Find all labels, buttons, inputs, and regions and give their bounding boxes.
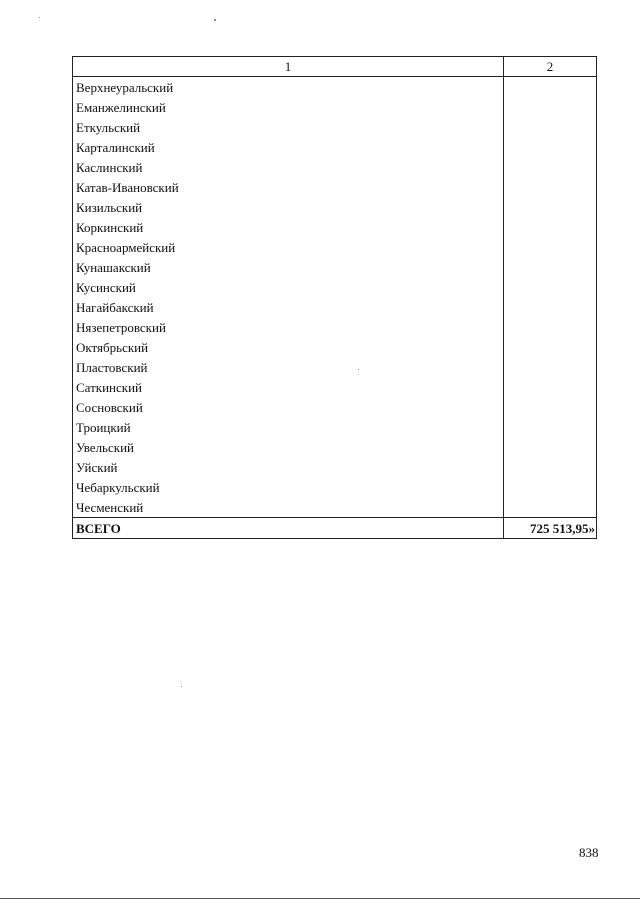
district-name: Троицкий [73, 417, 504, 437]
column-header: 2 [504, 57, 597, 77]
district-value [504, 277, 597, 297]
table-row [73, 297, 597, 317]
total-label: ВСЕГО [73, 518, 504, 539]
table-row [73, 197, 597, 217]
district-value [504, 237, 597, 257]
district-value [504, 477, 597, 497]
district-name: Нагайбакский [73, 297, 504, 317]
table-row [73, 137, 597, 157]
table-row [73, 117, 597, 137]
district-name: Верхнеуральский [73, 77, 504, 98]
district-value [504, 457, 597, 477]
district-name: Еманжелинский [73, 97, 504, 117]
district-name: Катав-Ивановский [73, 177, 504, 197]
district-name: Каслинский [73, 157, 504, 177]
scan-speck [39, 17, 40, 18]
district-name: Красноармейский [73, 237, 504, 257]
district-name: Кусинский [73, 277, 504, 297]
district-name: Кунашакский [73, 257, 504, 277]
district-value [504, 297, 597, 317]
district-name: Чесменский [73, 497, 504, 518]
district-name: Кизильский [73, 197, 504, 217]
district-name: Коркинский [73, 217, 504, 237]
district-value [504, 497, 597, 518]
district-value [504, 217, 597, 237]
district-value [504, 337, 597, 357]
district-name: Карталинский [73, 137, 504, 157]
district-name: Увельский [73, 437, 504, 457]
total-row [73, 518, 597, 539]
table-row [73, 217, 597, 237]
district-value [504, 317, 597, 337]
table-row [73, 317, 597, 337]
district-value [504, 257, 597, 277]
district-name: Еткульский [73, 117, 504, 137]
header-row [73, 57, 597, 77]
district-name: Нязепетровский [73, 317, 504, 337]
table-row [73, 257, 597, 277]
table-row [73, 397, 597, 417]
table-row [73, 97, 597, 117]
district-name: Октябрьский [73, 337, 504, 357]
column-header: 1 [73, 57, 504, 77]
scan-speck [214, 19, 216, 21]
district-value [504, 97, 597, 117]
table-row [73, 157, 597, 177]
table-row [73, 237, 597, 257]
table-row [73, 377, 597, 397]
scan-speck [181, 686, 182, 687]
district-name: Сосновский [73, 397, 504, 417]
district-value [504, 417, 597, 437]
district-value [504, 157, 597, 177]
table-row [73, 477, 597, 497]
total-value: 725 513,95» [504, 518, 597, 539]
table-row [73, 497, 597, 518]
page-number: 838 [579, 845, 599, 860]
table-row [73, 277, 597, 297]
table-row [73, 417, 597, 437]
table-body [73, 77, 597, 518]
table-row [73, 77, 597, 98]
district-value [504, 397, 597, 417]
table-row [73, 457, 597, 477]
table-row [73, 357, 597, 377]
district-value [504, 437, 597, 457]
district-value [504, 377, 597, 397]
district-value [504, 177, 597, 197]
district-name: Уйский [73, 457, 504, 477]
bottom-rule [0, 898, 640, 899]
district-value [504, 197, 597, 217]
table-row [73, 437, 597, 457]
district-name: Чебаркульский [73, 477, 504, 497]
district-value [504, 137, 597, 157]
table-row [73, 337, 597, 357]
data-table [72, 56, 597, 539]
table-row [73, 177, 597, 197]
district-name: Саткинский [73, 377, 504, 397]
district-value [504, 357, 597, 377]
district-value [504, 117, 597, 137]
district-name: Пластовский [73, 357, 504, 377]
district-value [504, 77, 597, 98]
